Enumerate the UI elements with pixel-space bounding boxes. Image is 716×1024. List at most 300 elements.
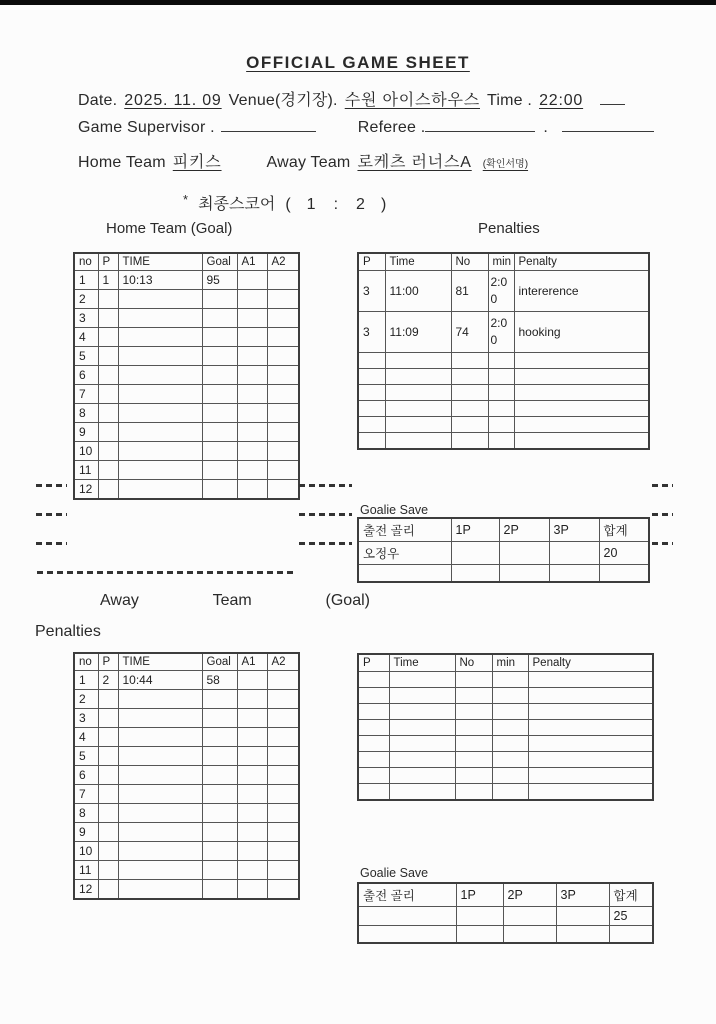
home-goal-section-title: Home Team (Goal) <box>106 220 233 237</box>
table-cell <box>385 353 451 369</box>
table-cell <box>514 417 649 433</box>
table-cell: 12 <box>74 480 98 500</box>
date-value: 2025. 11. 09 <box>124 92 222 109</box>
table-cell <box>202 328 237 347</box>
column-header: 합계 <box>609 883 653 907</box>
table-cell <box>267 309 299 328</box>
table-cell <box>358 784 389 800</box>
cut-mark-dash-middle-3 <box>299 542 352 545</box>
table-cell: hooking <box>514 312 649 353</box>
table-cell <box>267 290 299 309</box>
table-cell <box>358 752 389 768</box>
column-header: A1 <box>237 653 267 671</box>
column-header: 출전 골리 <box>358 518 451 542</box>
table-cell <box>98 461 118 480</box>
table-cell <box>358 926 456 943</box>
table-row <box>74 709 299 728</box>
column-header: A1 <box>237 253 267 271</box>
table-cell <box>385 417 451 433</box>
table-cell <box>237 461 267 480</box>
table-cell <box>118 804 202 823</box>
cut-mark-dash-right-3 <box>652 542 673 545</box>
table-cell <box>358 736 389 752</box>
table-cell <box>385 433 451 449</box>
table-cell: 95 <box>202 271 237 290</box>
away-title-word-1: Away <box>100 592 139 609</box>
table-cell <box>237 309 267 328</box>
table-cell <box>514 385 649 401</box>
table-cell <box>492 752 528 768</box>
table-cell <box>455 672 492 688</box>
table-cell <box>455 688 492 704</box>
table-cell <box>358 565 451 582</box>
table-cell: 2:00 <box>488 271 514 312</box>
table-cell: 25 <box>609 907 653 926</box>
table-cell: 2:00 <box>488 312 514 353</box>
cut-mark-dash-right-1 <box>652 484 673 487</box>
table-cell <box>237 728 267 747</box>
table-cell: 6 <box>74 366 98 385</box>
table-cell <box>202 823 237 842</box>
table-row <box>74 442 299 461</box>
home-goal-table <box>73 252 300 500</box>
cut-mark-dash-left-2 <box>36 513 67 516</box>
away-team-value: 로케츠 러너스A <box>357 154 472 171</box>
table-cell: 10 <box>74 442 98 461</box>
column-header: no <box>74 253 98 271</box>
table-cell <box>118 785 202 804</box>
table-cell <box>488 353 514 369</box>
table-cell: 9 <box>74 423 98 442</box>
table-cell <box>118 366 202 385</box>
date-venue-time-line <box>78 87 625 110</box>
table-cell <box>385 385 451 401</box>
table-cell <box>98 404 118 423</box>
time-extra-blank-line <box>600 92 625 105</box>
table-cell <box>98 385 118 404</box>
top-black-bar <box>0 0 716 5</box>
table-cell <box>499 565 549 582</box>
table-cell <box>503 926 556 943</box>
table-cell <box>98 709 118 728</box>
table-row <box>74 271 299 290</box>
table-cell <box>609 926 653 943</box>
table-row <box>74 290 299 309</box>
table-cell <box>455 736 492 752</box>
table-cell <box>514 353 649 369</box>
table-cell <box>202 309 237 328</box>
away-goal-table <box>73 652 300 900</box>
table-cell <box>267 442 299 461</box>
table-cell <box>237 404 267 423</box>
table-cell: 4 <box>74 328 98 347</box>
column-header: no <box>74 653 98 671</box>
away-team-label: Away Team <box>266 154 351 171</box>
table-cell <box>98 290 118 309</box>
table-cell <box>358 385 385 401</box>
table-cell <box>98 423 118 442</box>
table-cell <box>492 672 528 688</box>
table-row <box>74 404 299 423</box>
table-cell <box>528 672 653 688</box>
table-cell <box>98 366 118 385</box>
table-cell <box>267 728 299 747</box>
table-cell <box>267 880 299 900</box>
table-row <box>74 671 299 690</box>
table-cell: 2 <box>74 290 98 309</box>
header-row <box>74 253 299 271</box>
table-row <box>74 385 299 404</box>
table-cell: 9 <box>74 823 98 842</box>
home-penalties-section-title: Penalties <box>478 220 540 237</box>
table-row <box>74 480 299 500</box>
table-cell <box>118 842 202 861</box>
table-cell <box>237 423 267 442</box>
table-cell <box>389 672 455 688</box>
home-team-value: 피키스 <box>172 154 222 171</box>
table-row <box>74 728 299 747</box>
header-row <box>358 654 653 672</box>
table-cell <box>514 369 649 385</box>
table-cell <box>267 804 299 823</box>
table-cell <box>267 766 299 785</box>
table-cell: 4 <box>74 728 98 747</box>
table-cell <box>237 671 267 690</box>
column-header: A2 <box>267 253 299 271</box>
table-cell <box>202 347 237 366</box>
table-cell: intererence <box>514 271 649 312</box>
table-cell <box>98 480 118 500</box>
table-cell <box>202 290 237 309</box>
table-cell <box>118 709 202 728</box>
table-cell <box>98 309 118 328</box>
table-cell: 11 <box>74 461 98 480</box>
table-cell <box>514 433 649 449</box>
table-row <box>358 907 653 926</box>
table-cell <box>98 347 118 366</box>
table-row <box>358 720 653 736</box>
referee-separator-dot: . <box>543 119 549 136</box>
table-cell: 3 <box>74 709 98 728</box>
table-cell: 8 <box>74 404 98 423</box>
table-cell <box>118 880 202 900</box>
table-cell <box>528 688 653 704</box>
table-row <box>74 861 299 880</box>
table-cell <box>202 690 237 709</box>
table-cell <box>98 690 118 709</box>
table-row <box>358 565 649 582</box>
table-cell <box>98 804 118 823</box>
table-cell: 11:09 <box>385 312 451 353</box>
table-cell <box>389 704 455 720</box>
table-row <box>358 369 649 385</box>
table-cell <box>98 785 118 804</box>
table-cell <box>237 709 267 728</box>
table-row <box>358 401 649 417</box>
table-cell <box>98 842 118 861</box>
column-header: Penalty <box>528 654 653 672</box>
table-cell <box>98 328 118 347</box>
column-header: P <box>358 654 389 672</box>
table-cell <box>389 736 455 752</box>
home-score-value: 1 <box>306 196 316 213</box>
table-cell <box>267 823 299 842</box>
away-goalie-save-label: Goalie Save <box>360 866 429 880</box>
away-goalie-save-table <box>357 882 654 944</box>
table-cell <box>267 423 299 442</box>
table-cell <box>202 404 237 423</box>
table-cell <box>528 784 653 800</box>
table-cell <box>118 328 202 347</box>
table-cell <box>202 842 237 861</box>
home-penalties-table <box>357 252 650 450</box>
time-value: 22:00 <box>539 92 584 109</box>
away-penalties-section-title: Penalties <box>35 623 101 640</box>
table-row <box>74 766 299 785</box>
table-row <box>358 784 653 800</box>
table-cell <box>358 720 389 736</box>
table-cell: 10 <box>74 842 98 861</box>
table-cell <box>118 347 202 366</box>
table-cell <box>451 401 488 417</box>
column-header: No <box>451 253 488 271</box>
home-team-label: Home Team <box>78 154 166 171</box>
table-cell <box>389 768 455 784</box>
cut-mark-dash-long <box>37 571 297 574</box>
table-cell <box>488 433 514 449</box>
table-cell <box>492 736 528 752</box>
table-row <box>358 353 649 369</box>
table-cell <box>267 328 299 347</box>
table-cell <box>389 720 455 736</box>
table-cell <box>237 747 267 766</box>
table-cell <box>202 728 237 747</box>
table-cell <box>118 747 202 766</box>
table-row <box>358 312 649 353</box>
table-cell <box>98 823 118 842</box>
column-header: P <box>98 253 118 271</box>
column-header: Time <box>389 654 455 672</box>
table-cell <box>389 688 455 704</box>
table-row <box>74 823 299 842</box>
table-cell <box>202 880 237 900</box>
column-header: 합계 <box>599 518 649 542</box>
column-header: 1P <box>456 883 503 907</box>
table-cell <box>599 565 649 582</box>
table-row <box>74 804 299 823</box>
away-goal-section-title <box>100 592 370 610</box>
table-row <box>358 672 653 688</box>
table-cell <box>118 385 202 404</box>
table-row <box>74 880 299 900</box>
table-cell <box>237 366 267 385</box>
table-cell <box>549 565 599 582</box>
table-cell: 81 <box>451 271 488 312</box>
column-header: 3P <box>556 883 609 907</box>
column-header: 2P <box>503 883 556 907</box>
table-cell <box>456 907 503 926</box>
table-cell <box>492 768 528 784</box>
table-cell <box>267 709 299 728</box>
column-header: min <box>488 253 514 271</box>
table-cell: 58 <box>202 671 237 690</box>
away-title-word-2: Team <box>212 592 252 609</box>
table-cell <box>237 804 267 823</box>
table-cell <box>499 542 549 565</box>
cut-mark-dash-left-3 <box>36 542 67 545</box>
column-header: TIME <box>118 653 202 671</box>
referee-label: Referee . <box>357 119 426 136</box>
table-cell <box>455 784 492 800</box>
table-cell <box>267 690 299 709</box>
table-cell <box>202 366 237 385</box>
table-cell: 2 <box>74 690 98 709</box>
table-cell <box>202 747 237 766</box>
table-cell <box>202 804 237 823</box>
score-bullet: * <box>183 192 189 207</box>
table-cell: 7 <box>74 785 98 804</box>
table-row <box>74 328 299 347</box>
table-cell <box>389 784 455 800</box>
table-row <box>74 785 299 804</box>
table-cell: 8 <box>74 804 98 823</box>
table-cell <box>267 671 299 690</box>
column-header: Goal <box>202 653 237 671</box>
game-supervisor-label: Game Supervisor . <box>78 119 215 136</box>
score-colon: : <box>333 196 339 213</box>
table-cell: 3 <box>358 271 385 312</box>
column-header: 1P <box>451 518 499 542</box>
table-cell: 1 <box>74 671 98 690</box>
venue-value: 수원 아이스하우스 <box>344 92 480 109</box>
table-cell <box>267 347 299 366</box>
column-header: Goal <box>202 253 237 271</box>
table-row <box>358 704 653 720</box>
table-row <box>358 385 649 401</box>
table-cell <box>118 823 202 842</box>
header-row <box>358 518 649 542</box>
table-cell <box>202 442 237 461</box>
table-cell <box>267 480 299 500</box>
score-close-paren: ) <box>380 196 387 213</box>
table-cell: 10:13 <box>118 271 202 290</box>
table-cell <box>202 766 237 785</box>
table-cell <box>456 926 503 943</box>
table-cell <box>118 480 202 500</box>
table-cell <box>451 385 488 401</box>
game-supervisor-blank-line <box>221 119 316 132</box>
table-cell <box>237 766 267 785</box>
table-row <box>358 768 653 784</box>
table-cell <box>358 768 389 784</box>
table-cell <box>514 401 649 417</box>
table-cell <box>451 353 488 369</box>
column-header: TIME <box>118 253 202 271</box>
table-cell <box>98 442 118 461</box>
header-row <box>74 653 299 671</box>
table-cell <box>267 366 299 385</box>
table-cell <box>358 907 456 926</box>
table-cell <box>118 309 202 328</box>
table-cell: 오정우 <box>358 542 451 565</box>
table-cell <box>202 480 237 500</box>
table-cell <box>118 442 202 461</box>
column-header: P <box>358 253 385 271</box>
table-cell <box>492 704 528 720</box>
table-cell <box>202 423 237 442</box>
table-cell <box>528 720 653 736</box>
table-cell <box>528 768 653 784</box>
table-cell: 3 <box>74 309 98 328</box>
table-row <box>74 690 299 709</box>
table-cell <box>237 861 267 880</box>
column-header: P <box>98 653 118 671</box>
final-score-line <box>183 191 386 214</box>
table-row <box>358 271 649 312</box>
table-cell <box>385 401 451 417</box>
table-row <box>74 747 299 766</box>
table-cell <box>267 861 299 880</box>
table-cell <box>358 401 385 417</box>
venue-label: Venue(경기장). <box>228 92 338 109</box>
page-title: OFFICIAL GAME SHEET <box>246 53 470 72</box>
table-cell <box>451 417 488 433</box>
score-label: 최종스코어 <box>198 196 276 213</box>
table-cell: 20 <box>599 542 649 565</box>
table-cell <box>237 328 267 347</box>
table-cell <box>267 785 299 804</box>
column-header: No <box>455 654 492 672</box>
table-row <box>358 688 653 704</box>
table-cell: 3 <box>358 312 385 353</box>
table-cell <box>98 766 118 785</box>
table-cell <box>492 720 528 736</box>
table-cell <box>455 704 492 720</box>
table-cell <box>237 480 267 500</box>
table-cell <box>358 417 385 433</box>
table-cell <box>237 823 267 842</box>
home-goalie-save-label: Goalie Save <box>360 503 429 517</box>
table-row <box>358 417 649 433</box>
table-cell <box>455 752 492 768</box>
table-cell <box>358 688 389 704</box>
table-cell <box>488 385 514 401</box>
table-cell: 5 <box>74 747 98 766</box>
confirm-signature-label: (확인서명) <box>482 159 529 170</box>
away-title-word-3: (Goal) <box>325 592 370 609</box>
header-row <box>358 253 649 271</box>
column-header: Penalty <box>514 253 649 271</box>
table-cell <box>98 861 118 880</box>
table-cell: 74 <box>451 312 488 353</box>
table-cell <box>488 417 514 433</box>
table-cell <box>358 353 385 369</box>
table-cell <box>549 542 599 565</box>
header-row <box>358 883 653 907</box>
table-row <box>358 736 653 752</box>
table-cell <box>528 736 653 752</box>
table-cell: 6 <box>74 766 98 785</box>
table-row <box>74 347 299 366</box>
table-cell <box>492 784 528 800</box>
table-cell <box>98 728 118 747</box>
table-row <box>74 366 299 385</box>
table-cell: 11:00 <box>385 271 451 312</box>
table-cell <box>118 690 202 709</box>
table-cell <box>118 404 202 423</box>
column-header: Time <box>385 253 451 271</box>
table-cell <box>267 271 299 290</box>
